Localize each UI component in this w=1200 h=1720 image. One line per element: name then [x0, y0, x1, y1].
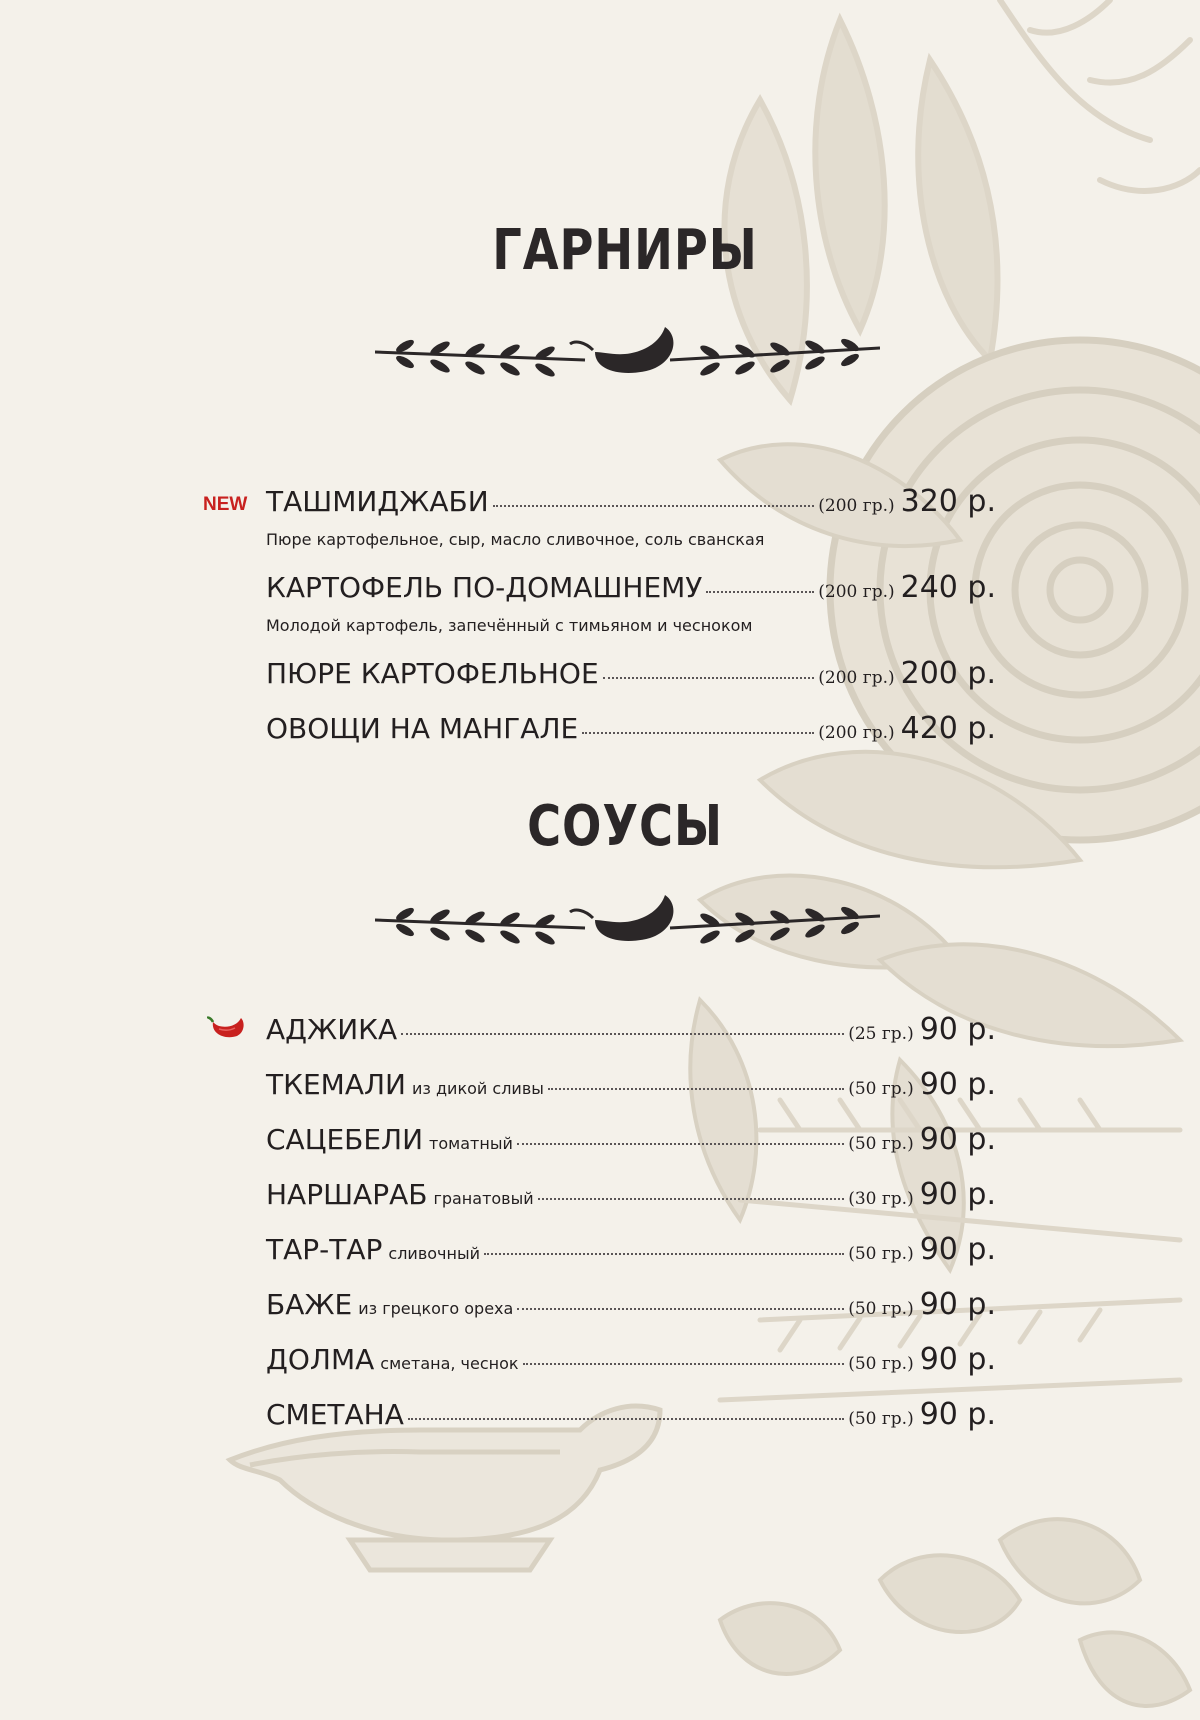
menu-item	[266, 570, 996, 605]
menu-item	[266, 1287, 996, 1322]
ornament-divider-icon	[375, 322, 880, 394]
item-price: 200 р.	[900, 656, 996, 691]
dotted-leader	[484, 1253, 844, 1255]
item-name: БАЖЕ	[266, 1288, 353, 1321]
menu-item	[266, 1122, 996, 1157]
item-price: 90 р.	[919, 1012, 996, 1047]
item-price: 90 р.	[919, 1232, 996, 1267]
item-name: ТКЕМАЛИ	[266, 1068, 406, 1101]
item-weight: (50 гр.)	[848, 1134, 914, 1154]
section-title-garnishes: ГАРНИРЫ	[492, 218, 758, 283]
item-description: Молодой картофель, запечённый с тимьяном и чесноком	[266, 616, 753, 635]
item-name: ДОЛМА	[266, 1343, 375, 1376]
dotted-leader	[523, 1363, 845, 1365]
item-name: АДЖИКА	[266, 1013, 398, 1046]
item-name: СМЕТАНА	[266, 1398, 404, 1431]
item-note: томатный	[429, 1134, 513, 1153]
menu-item	[266, 656, 996, 691]
dotted-leader	[408, 1418, 844, 1420]
item-price: 90 р.	[919, 1122, 996, 1157]
dotted-leader	[493, 505, 815, 507]
item-name: ТАШМИДЖАБИ	[266, 485, 489, 518]
item-name: ПЮРЕ КАРТОФЕЛЬНОЕ	[266, 657, 599, 690]
ornament-divider-icon	[375, 890, 880, 962]
menu-item	[266, 1177, 996, 1212]
item-note: сметана, чеснок	[380, 1354, 519, 1373]
section-title-sauces: СОУСЫ	[527, 794, 723, 859]
dotted-leader	[517, 1143, 844, 1145]
item-description: Пюре картофельное, сыр, масло сливочное, соль сванская	[266, 530, 765, 549]
item-price: 420 р.	[900, 711, 996, 746]
item-weight: (200 гр.)	[818, 496, 895, 516]
dotted-leader	[548, 1088, 844, 1090]
menu-item	[266, 484, 996, 519]
chili-pepper-icon	[207, 1014, 247, 1042]
dotted-leader	[603, 677, 815, 679]
dotted-leader	[582, 732, 814, 734]
menu-item	[266, 1232, 996, 1267]
menu-item	[266, 1397, 996, 1432]
item-price: 320 р.	[900, 484, 996, 519]
menu-item	[266, 1342, 996, 1377]
item-weight: (200 гр.)	[818, 582, 895, 602]
item-name: ОВОЩИ НА МАНГАЛЕ	[266, 712, 579, 745]
item-note: из дикой сливы	[412, 1079, 544, 1098]
item-weight: (25 гр.)	[848, 1024, 914, 1044]
item-price: 90 р.	[919, 1287, 996, 1322]
menu-item	[266, 1012, 996, 1047]
item-price: 90 р.	[919, 1177, 996, 1212]
item-note: из грецкого ореха	[358, 1299, 514, 1318]
item-weight: (200 гр.)	[818, 723, 895, 743]
item-name: НАРШАРАБ	[266, 1178, 428, 1211]
item-price: 90 р.	[919, 1397, 996, 1432]
item-weight: (50 гр.)	[848, 1079, 914, 1099]
item-weight: (50 гр.)	[848, 1354, 914, 1374]
item-note: сливочный	[388, 1244, 480, 1263]
dotted-leader	[538, 1198, 845, 1200]
new-badge: NEW	[203, 494, 248, 515]
menu-item	[266, 711, 996, 746]
item-note: гранатовый	[433, 1189, 534, 1208]
item-price: 90 р.	[919, 1342, 996, 1377]
item-weight: (30 гр.)	[848, 1189, 914, 1209]
item-name: КАРТОФЕЛЬ ПО-ДОМАШНЕМУ	[266, 571, 703, 604]
dotted-leader	[517, 1308, 844, 1310]
item-weight: (50 гр.)	[848, 1409, 914, 1429]
item-name: САЦЕБЕЛИ	[266, 1123, 424, 1156]
item-weight: (200 гр.)	[818, 668, 895, 688]
item-weight: (50 гр.)	[848, 1299, 914, 1319]
dotted-leader	[706, 591, 814, 593]
item-name: ТАР-ТАР	[266, 1233, 383, 1266]
item-price: 90 р.	[919, 1067, 996, 1102]
dotted-leader	[401, 1033, 844, 1035]
menu-item	[266, 1067, 996, 1102]
item-weight: (50 гр.)	[848, 1244, 914, 1264]
item-price: 240 р.	[900, 570, 996, 605]
